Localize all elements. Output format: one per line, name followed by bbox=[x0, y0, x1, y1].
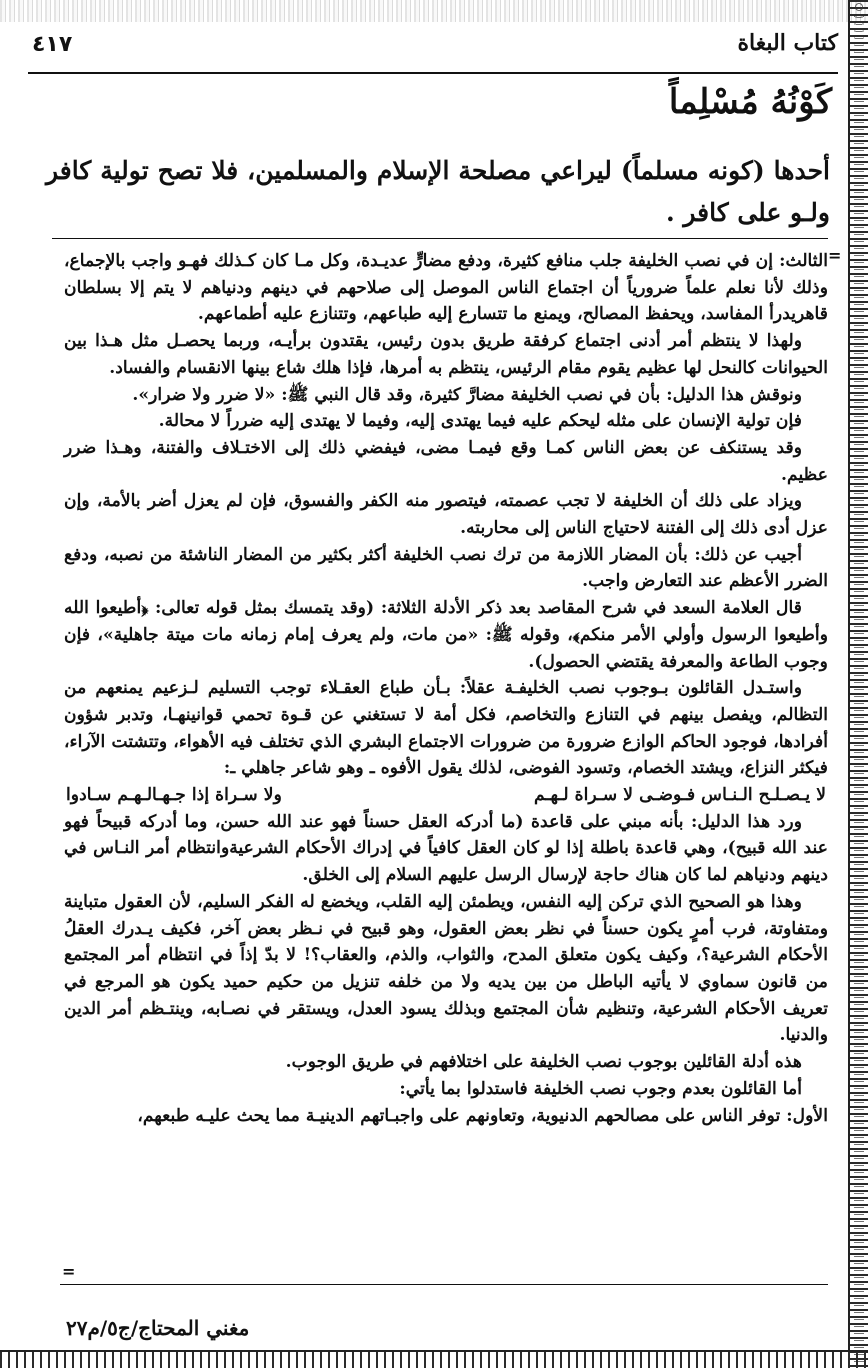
commentary bbox=[64, 248, 828, 1129]
commentary-paragraph: واستـدل القائلون بـوجوب نصب الخليفـة عقلاً: بـأن طباع العقـلاء توجب التسليم لـزعيم يمنعهم من التظالم، ويفصل بينهم في التنازع والتخاصم، فكل أمة لا تستغني عن قـوة تحمي قوانينهـا، وتدبر شؤون أفرادها، فوجود الحاكم الوازع ضرورة من ضرورات الاجتماع البشري الذي تختلف فيه الأهواء، وتتشتت الآراء، فيكثر النزاع، ويشتد الخصام، وتسود الفوضى، لذلك يقول الأفوه ـ وهو شاعر جاهلي ـ: bbox=[64, 678, 828, 779]
commentary-paragraph: أما القائلون بعدم وجوب نصب الخليفة فاستدلوا بما يأتي: bbox=[399, 1078, 802, 1099]
commentary-paragraph: الثالث: إن في نصب الخليفة جلب منافع كثيرة، ودفع مضارٍّ عديـدة، وكل مـا كان كـذلك فهـو واجب بالإجماع، وذلك لأنا نعلم علماً ضرورياً أن اجتماع الناس الموصل إلى صلاحهم في دينهم ودنياهم لا يتم إلا بسلطان قاهريدرأ المفاسد، ويحفظ المصالح، ويمنع ما تتسارع إليه طباعهم، وتتنازع عليه أطماعهم. bbox=[64, 251, 828, 325]
commentary-paragraph: ونوقش هذا الدليل: بأن في نصب الخليفة مضارَّ كثيرة، وقد قال النبي ﷺ: «لا ضرر ولا ضرار». bbox=[132, 384, 802, 405]
continuation-mark: = bbox=[828, 246, 842, 265]
page-number: ٤١٧ bbox=[32, 32, 73, 57]
footer-rule bbox=[60, 1284, 828, 1285]
poem-hemistich-second: ولا سـراة إذا جـهـالـهـم سـادوا bbox=[66, 785, 282, 806]
paragraph-lead: الأول: bbox=[786, 1105, 828, 1126]
footer-continuation-mark: = bbox=[62, 1262, 76, 1281]
matn-text: أحدها (كونه مسلماً) ليراعي مصلحة الإسلام والمسلمين، فلا تصح تولية كافر ولـو على كافر . bbox=[46, 156, 830, 227]
section-heading: كَوْنُهُ مُسْلِماً bbox=[668, 82, 832, 122]
top-scan-strip bbox=[0, 0, 868, 22]
commentary-paragraph: قال العلامة السعد في شرح المقاصد بعد ذكر الأدلة الثلاثة: (وقد يتمسك بمثل قوله تعالى: ﴿أطيعوا الله وأطيعوا الرسول وأولي الأمر منكم﴾، وقوله ﷺ: «من مات، ولم يعرف إمام زمانه مات ميتة جاهلية»، فإن وجوب الطاعة والمعرفة يقتضي الحصول). bbox=[64, 598, 828, 672]
running-header bbox=[28, 26, 838, 70]
commentary-paragraph: ولهذا لا ينتظم أمر أدنى اجتماع كرفقة طريق بدون رئيس، يقتدون برأيـه، وربما يحصـل مثل هـذا بين الحيوانات كالنحل لها عظيم يقوم مقام الرئيس، ينتظم به أمرها، فإذا هلك شاع بينها الانقسام والفساد. bbox=[64, 331, 828, 378]
commentary-paragraph: أجيب عن ذلك: بأن المضار اللازمة من ترك نصب الخليفة أكثر بكثير من المضار الناشئة من نصبه، ودفع الضرر الأعظم عند التعارض واجب. bbox=[64, 544, 828, 592]
commentary-paragraph: فإن تولية الإنسان على مثله ليحكم عليه فيما يهتدى إليه، وفيما لا يهتدى إليه ضرراً لا محالة. bbox=[158, 411, 802, 432]
commentary-paragraph: هذه أدلة القائلين بوجوب نصب الخليفة على اختلافهم في طريق الوجوب. bbox=[285, 1052, 802, 1073]
header-rule bbox=[28, 72, 838, 74]
bottom-chain-border bbox=[0, 1350, 868, 1368]
poem-verse bbox=[64, 782, 828, 809]
commentary-paragraph: وهذا هو الصحيح الذي تركن إليه النفس، ويطمئن إليه القلب، ويخضع له الفكر السليم، لأن العقول متباينة ومتفاوتة، فرب أمرٍ يكون حسناً في نظر بعض العقول، وهو قبيح في نـظر بعض آخر، فكيف يـدرك العقلُ الأحكام الشرعية؟، وكيف يكون متعلق المدح، والثواب، والذم، والعقاب؟! لا بدّ إذاً في انتظام أمر المجتمع من قانون سماوي لا يأتيه الباطل من بين يديه ولا من خلفه تنزيل من حكيم حميد يكون هو المرجع في تعريف الأحكام الشرعية، وتنظيم شأن المجتمع وبذلك يسود العدل، ويستقر في نصـابه، وينتـظم أمر الدين والدنيا. bbox=[64, 891, 828, 1046]
book-title: كتاب البغاة bbox=[737, 30, 838, 56]
matn-separator-rule bbox=[52, 238, 828, 239]
commentary-paragraph: ورد هذا الدليل: بأنه مبني على قاعدة (ما أدركه العقل حسناً فهو عند الله حسن، وما أدركه قبيحاً فهو عند الله قبيح)، وهي قاعدة باطلة إذا لو كان العقل كافياً في إدراك الأحكام الشرعيةوانتظام أمر النـاس في دينهم ودنياهم لما كان هناك حاجة لإرسال الرسل عليهم السلام إلى الخلق. bbox=[64, 811, 828, 886]
commentary-paragraph: وقد يستنكف عن بعض الناس كمـا وقع فيمـا مضى، فيفضي ذلك إلى الاختـلاف والفتنة، وهـذا ضرر عظيم. bbox=[64, 437, 828, 485]
commentary-paragraph: الأول: توفر الناس على مصالحهم الدنيوية، وتعاونهم على واجبـاتهم الدينيـة مما يحث عليـه طبعهم، bbox=[137, 1105, 828, 1126]
right-chain-border bbox=[848, 0, 868, 1368]
signature-code: مغني المحتاج/ج٥/م٢٧ bbox=[66, 1316, 250, 1340]
commentary-paragraph: ويزاد على ذلك أن الخليفة لا تجب عصمته، فيتصور منه الكفر والفسوق، فإن لم يعزل أضر بالأمة، وإن عزل أدى ذلك إلى الفتنة لاحتياج الناس إلى محاربته. bbox=[64, 491, 828, 539]
paragraph-lead: الثالث: bbox=[779, 251, 828, 271]
poem-hemistich-first: لا يـصـلـح الـنـاس فـوضـى لا سـراة لـهـم bbox=[533, 785, 826, 806]
